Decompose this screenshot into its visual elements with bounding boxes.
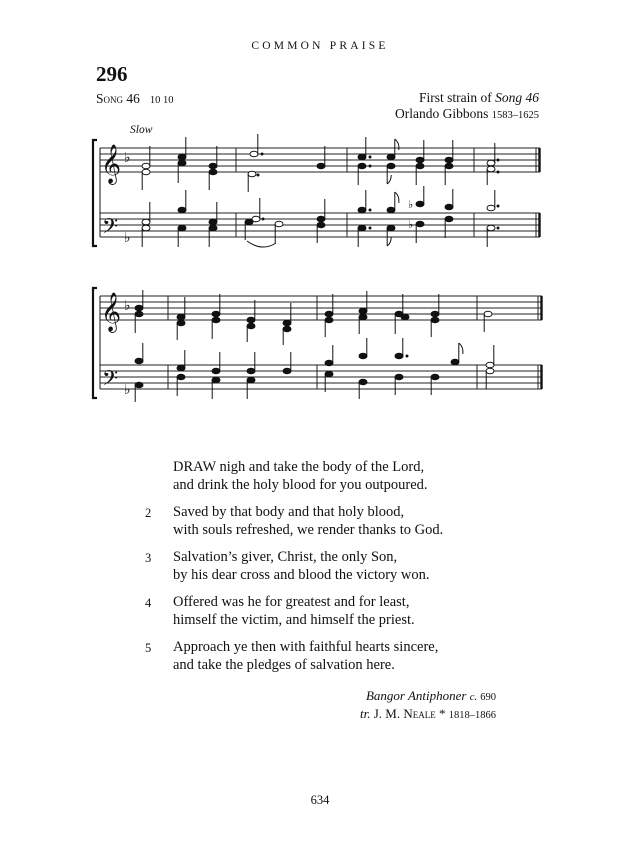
bass-clef-icon: 𝄢 — [102, 366, 119, 395]
translator: tr. J. M. Neale * 1818–1866 — [360, 705, 496, 721]
verse-3 — [145, 549, 443, 584]
verse-number: 3 — [145, 551, 152, 565]
verse-line: and drink the holy blood for you outpoured. — [173, 476, 428, 493]
verse-line: by his dear cross and blood the victory won. — [173, 566, 430, 583]
verse-line: with souls refreshed, we render thanks to God. — [173, 521, 444, 538]
composer: Orlando Gibbons 1583–1625 — [395, 106, 539, 121]
music-score — [0, 0, 640, 420]
verse-number: 5 — [145, 641, 152, 655]
text-credits — [360, 688, 496, 723]
verse-line: DRAW nigh and take the body of the Lord, — [173, 459, 425, 475]
text-source: Bangor Antiphoner c. 690 — [365, 688, 496, 703]
verses — [145, 459, 443, 684]
svg-text:♭: ♭ — [408, 218, 414, 231]
verse-4 — [145, 594, 443, 629]
flat-icon: ♭ — [124, 382, 131, 398]
system2-treble-staff — [100, 296, 542, 320]
tune-source-title: Song 46 — [495, 90, 539, 105]
system2-bass-staff — [100, 365, 542, 389]
verse-2 — [145, 504, 443, 539]
verse-line: and take the pledges of salvation here. — [173, 656, 395, 673]
verse-line: Salvation’s giver, Christ, the only Son, — [173, 549, 398, 565]
page-number: 634 — [310, 793, 330, 807]
tempo-marking: Slow — [130, 124, 153, 136]
flat-icon: ♭ — [124, 230, 131, 246]
hymn-number: 296 — [96, 62, 128, 86]
composer-dates: 1583–1625 — [491, 110, 539, 121]
verse-line: Saved by that body and that holy blood, — [173, 504, 405, 520]
treble-clef-icon: 𝄞 — [101, 144, 122, 184]
svg-text:♭: ♭ — [408, 198, 414, 211]
verse-line: Offered was he for greatest and for least, — [173, 594, 410, 610]
treble-clef-icon: 𝄞 — [101, 292, 122, 332]
flat-icon: ♭ — [124, 298, 131, 314]
verse-1 — [145, 459, 443, 494]
meter: 10 10 — [149, 95, 174, 106]
tune-name: Song 46 — [96, 91, 140, 106]
verse-line: Approach ye then with faithful hearts sincere, — [173, 639, 439, 655]
asterisk-icon: * — [439, 705, 446, 721]
verse-line: himself the victim, and himself the priest. — [173, 611, 415, 628]
running-head: COMMON PRAISE — [251, 40, 389, 52]
verse-number: 2 — [145, 506, 152, 520]
tune-source: First strain of Song 46 — [419, 90, 539, 105]
verse-number: 4 — [145, 596, 152, 610]
verse-5 — [145, 639, 443, 674]
flat-icon: ♭ — [124, 150, 131, 166]
bass-clef-icon: 𝄢 — [102, 214, 119, 243]
